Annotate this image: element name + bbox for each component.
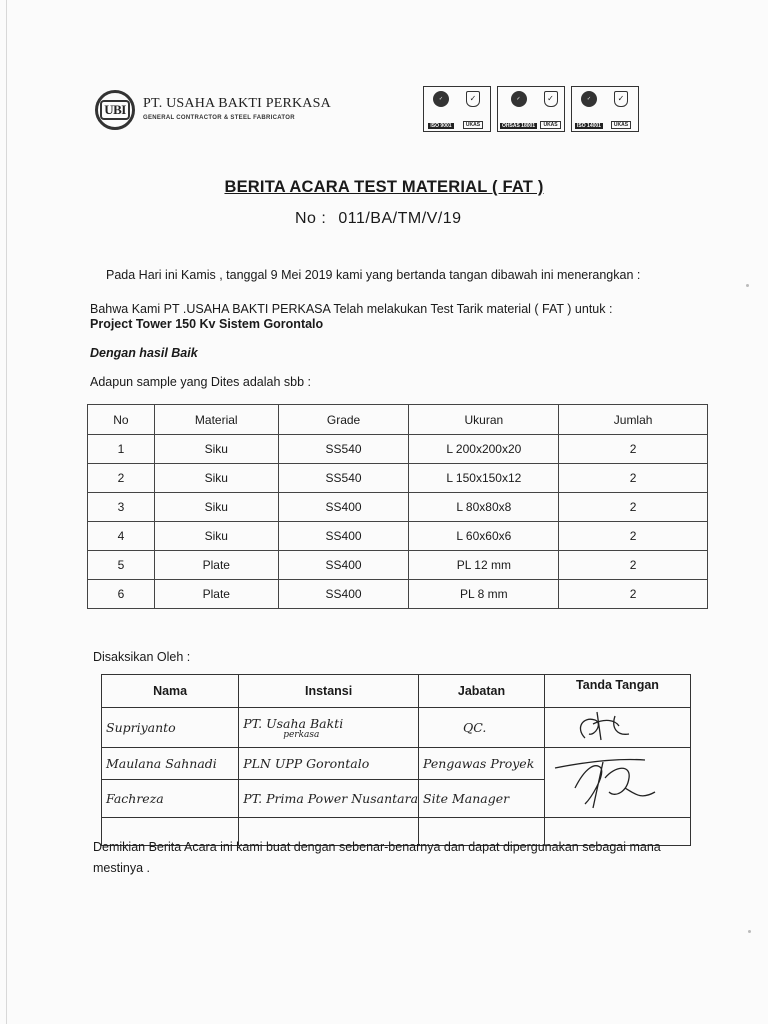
cell-ukuran: L 80x80x8 [409, 493, 559, 522]
cell-jumlah: 2 [559, 551, 708, 580]
logo-text: UBI [100, 100, 130, 120]
company-subtitle: GENERAL CONTRACTOR & STEEL FABRICATOR [143, 115, 295, 121]
cert-badge-1 [423, 86, 491, 132]
cell-no: 6 [88, 580, 155, 609]
signature-cell [544, 748, 690, 818]
header-grade: Grade [278, 405, 409, 435]
certification-seal-icon: ✓ [511, 91, 527, 107]
header-nama: Nama [102, 675, 239, 708]
cell-grade: SS400 [278, 522, 409, 551]
table-row [88, 580, 708, 609]
institution-line-2: perkasa [283, 729, 320, 740]
table-row [88, 464, 708, 493]
number-label: No : [295, 210, 327, 227]
witness-header-row [102, 675, 691, 708]
number-value: 011/BA/TM/V/19 [338, 210, 462, 227]
scan-speck [748, 930, 751, 933]
witness-row [102, 708, 691, 748]
header-no: No [88, 405, 155, 435]
certification-badges [423, 86, 639, 132]
witness-row [102, 748, 691, 780]
statement-line: Bahwa Kami PT .USAHA BAKTI PERKASA Telah melakukan Test Tarik material ( FAT ) untuk : [90, 302, 613, 316]
witness-table [101, 674, 691, 846]
witness-position: QC. [419, 708, 545, 748]
cell-no: 4 [88, 522, 155, 551]
cert-standard: ISO 9001 [430, 123, 452, 129]
company-name: PT. USAHA BAKTI PERKASA [143, 96, 331, 111]
witness-institution [239, 708, 419, 748]
cell-jumlah: 2 [559, 493, 708, 522]
table-row [88, 522, 708, 551]
cert-standard: OHSAS 18001 [502, 123, 536, 129]
cell-jumlah: 2 [559, 464, 708, 493]
cell-material: Siku [154, 493, 278, 522]
handwritten-signature-icon [545, 708, 690, 744]
header-instansi: Instansi [239, 675, 419, 708]
table-row [88, 493, 708, 522]
cell-grade: SS400 [278, 493, 409, 522]
cell-jumlah: 2 [559, 435, 708, 464]
header-jabatan: Jabatan [419, 675, 545, 708]
witness-label: Disaksikan Oleh : [93, 650, 191, 664]
sample-intro: Adapun sample yang Dites adalah sbb : [90, 375, 311, 389]
cell-ukuran: L 200x200x20 [409, 435, 559, 464]
cell-grade: SS540 [278, 435, 409, 464]
document-number [295, 210, 462, 228]
intro-paragraph: Pada Hari ini Kamis , tanggal 9 Mei 2019 kami yang bertanda tangan dibawah ini menerangkan : [106, 268, 641, 282]
cell-material: Siku [154, 522, 278, 551]
cert-registrar: UKAS [463, 121, 483, 129]
cell-ukuran: PL 8 mm [409, 580, 559, 609]
header-material: Material [154, 405, 278, 435]
witness-name: Maulana Sahnadi [102, 748, 239, 780]
header-ukuran: Ukuran [409, 405, 559, 435]
cell-material: Siku [154, 464, 278, 493]
project-name: Project Tower 150 Kv Sistem Gorontalo [90, 317, 324, 331]
table-header-row [88, 405, 708, 435]
cell-grade: SS540 [278, 464, 409, 493]
institution-line-1: PT. Usaha Bakti [243, 715, 344, 731]
checkmark-shield-icon: ✓ [544, 91, 558, 107]
closing-paragraph: Demikian Berita Acara ini kami buat dengan sebenar-benarnya dan dapat dipergunakan sebagai mana mestinya . [93, 840, 661, 875]
cell-material: Siku [154, 435, 278, 464]
table-row [88, 435, 708, 464]
cert-registrar: UKAS [540, 121, 560, 129]
company-logo [95, 90, 135, 130]
certification-seal-icon: ✓ [433, 91, 449, 107]
cell-grade: SS400 [278, 551, 409, 580]
witness-name: Supriyanto [102, 708, 239, 748]
scan-edge [6, 0, 7, 1024]
document-title: BERITA ACARA TEST MATERIAL ( FAT ) [224, 178, 544, 196]
witness-position: Pengawas Proyek [419, 748, 545, 780]
cell-jumlah: 2 [559, 580, 708, 609]
cell-no: 1 [88, 435, 155, 464]
cert-badge-3 [571, 86, 639, 132]
witness-name: Fachreza [102, 780, 239, 818]
test-result: Dengan hasil Baik [90, 346, 198, 360]
checkmark-shield-icon: ✓ [466, 91, 480, 107]
witness-position: Site Manager [419, 780, 545, 818]
cell-ukuran: L 60x60x6 [409, 522, 559, 551]
cell-material: Plate [154, 551, 278, 580]
cert-standard: ISO 14001 [577, 123, 601, 129]
certification-seal-icon: ✓ [581, 91, 597, 107]
cell-jumlah: 2 [559, 522, 708, 551]
header-tanda-tangan: Tanda Tangan [544, 675, 690, 708]
cell-no: 3 [88, 493, 155, 522]
cell-no: 5 [88, 551, 155, 580]
witness-institution: PT. Prima Power Nusantara [239, 780, 419, 818]
cell-material: Plate [154, 580, 278, 609]
cell-grade: SS400 [278, 580, 409, 609]
cert-badge-2 [497, 86, 565, 132]
table-row [88, 551, 708, 580]
checkmark-shield-icon: ✓ [614, 91, 628, 107]
cell-ukuran: PL 12 mm [409, 551, 559, 580]
cell-no: 2 [88, 464, 155, 493]
cell-ukuran: L 150x150x12 [409, 464, 559, 493]
witness-institution: PLN UPP Gorontalo [239, 748, 419, 780]
signature-cell [544, 708, 690, 748]
handwritten-signature-icon [545, 748, 690, 814]
scan-speck [746, 284, 749, 287]
cert-registrar: UKAS [611, 121, 631, 129]
header-jumlah: Jumlah [559, 405, 708, 435]
material-table [87, 404, 708, 609]
